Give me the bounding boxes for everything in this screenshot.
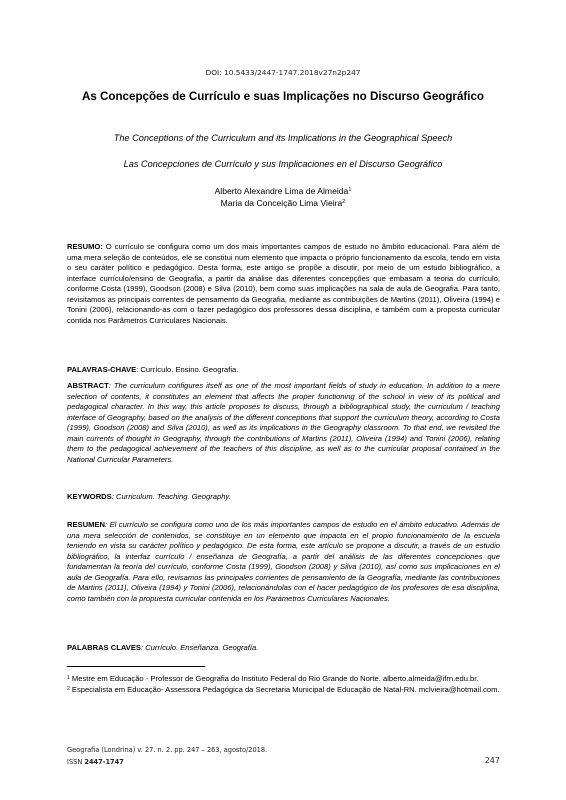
resumen-paragraph [67,520,500,604]
page-number: 247 [484,756,500,765]
author-2 [0,197,566,209]
issn-number: 2447-1747 [84,758,124,766]
footnote-1 [67,674,500,685]
resumo-paragraph [67,242,500,326]
abstract-text: : The curriculum configures itself as one of the most important fields of study in education. In addition to a mere selection of contents, it constitutes an element that affects the proper functioning of the school in view of its political and pedagogical character. In this way, this article proposes to discuss, through a bibliographical study, the curriculum / teaching interface of Geography, based on the analysis of the different conceptions that support the curriculum theory, according to Costa (1999), Goodson (2008) and Silva (2010), as well as its implications in the Geography classroom. To that end, we revisited the main currents of thought in Geography, through the contributions of Martins (2011), Oliveira (1994) and Tonini (2006), relating them to the pedagogical achievement of the teachers of this discipline, as well as to the curricular proposal contained in the National Curricular Parameters. [67,381,500,464]
author-name: Alberto Alexandre Lima de Almeida [214,186,349,196]
authors [0,185,566,209]
keywords-text: : Curriculum. Teaching. Geography. [111,492,231,501]
subtitle-english: The Conceptions of the Curriculum and its Implications in the Geographical Speech [113,133,453,143]
footnote-text[interactable]: Especialista em Educação- Assessora Pedagógica da Secretaria Municipal de Educação de Natal-RN. mclvieira@hotmail.com. [69,684,500,694]
footnote-number: 1 [67,675,70,681]
footnote-text[interactable]: Mestre em Educação - Professor de Geografia do Instituto Federal do Rio Grande do Norte. alberto.almeida@ifrn.edu.br. [69,674,479,683]
footnote-divider [67,666,205,667]
keywords [67,492,500,503]
doi[interactable]: DOI: 10.5433/2447-1747.2018v27n2p247 [205,68,361,77]
resumo-text: O currículo se configura como um dos mais importantes campos de estudo no âmbito educacional. Para além de uma mera seleção de conteúdos, ele se constitui num elemento que impacta o próprio funcionamento da escola, tendo em vista o seu caráter político e pedagógico. Desta forma, este artigo se propõe a discutir, por meio de um estudo bibliográfico, a interface currículo/ensino de Geografia, a partir da análise das diferentes concepções que embasam a teoria do currículo, conforme Costa (1999), Goodson (2008) e Silva (2010), bem como suas implicações na sala de aula de Geografia. Para tanto, revisitamos as principais correntes de pensamento da Geografia, mediante as contribuições de Martins (2011), Oliveira (1994) e Tonini (2006), relacionando-as com o fazer pedagógico dos professores dessa disciplina, e também com a proposta curricular contida nos Parâmetros Curriculares Nacionais. [67,242,500,325]
palabras-claves-text: : Currículo. Enseñanza. Geografía. [140,643,259,652]
page-footer [67,744,500,768]
journal-citation: Geografia (Londrina) v. 27. n. 2. pp. 247 – 263, agosto/2018. [67,746,268,754]
palabras-claves-label: PALABRAS CLAVES [67,643,141,652]
subtitle-spanish: Las Concepciones de Currículo y sus Implicaciones en el Discurso Geográfico [123,159,443,169]
palavras-chave-text: : Currículo. Ensino. Geografia. [136,365,239,374]
keywords-label: KEYWORDS [67,492,112,501]
resumen-label: RESUMEN [67,520,105,529]
issn-label: ISSN [67,758,85,766]
footnote-2 [67,685,500,696]
author-1 [0,185,566,197]
footnote-number: 2 [67,685,70,692]
palabras-claves [67,643,500,654]
resumo-label: RESUMO: [67,242,103,251]
footnotes [67,674,500,695]
palavras-chave [67,365,500,376]
palavras-chave-label: PALAVRAS-CHAVE [67,365,137,374]
issn [67,756,500,768]
footnote-ref[interactable]: 1 [348,187,352,193]
footnote-ref[interactable]: 2 [342,199,346,205]
resumen-text: : El currículo se configura como uno de los más importantes campos de estudio en el ámbito educativo. Además de una mera selección de contenidos, se constituye en un elemento que impacta en el propio funcionamiento de la escuela teniendo en vista su carácter político y pedagógico. De esta forma, este artículo se propone a discutir, a través de un estudio bibliográfico, la interfaz currículo / enseñanza de Geografía, a partir del análisis de las diferentes concepciones que fundamentan la teoría del currículo, conforme Costa (1999), Goodson (2008) y Silva (2010), así como sus implicaciones en el aula de Geografía. Para ello, revisamos las principales corrientes de pensamiento de la Geografía, mediante las contribuciones de Martins (2011), Oliveira (1994) y Tonini (2006), relacionándolas con el hacer pedagógico de los profesores de esa disciplina, como también con la propuesta curricular contenida en los Parámetros Curriculares Nacionales. [67,520,500,603]
author-name: Maria da Conceição Lima Vieira [220,198,343,208]
abstract-label: ABSTRACT [67,381,109,390]
article-title: As Concepções de Currículo e suas Implicações no Discurso Geográfico [81,90,485,103]
abstract-paragraph [67,381,500,465]
